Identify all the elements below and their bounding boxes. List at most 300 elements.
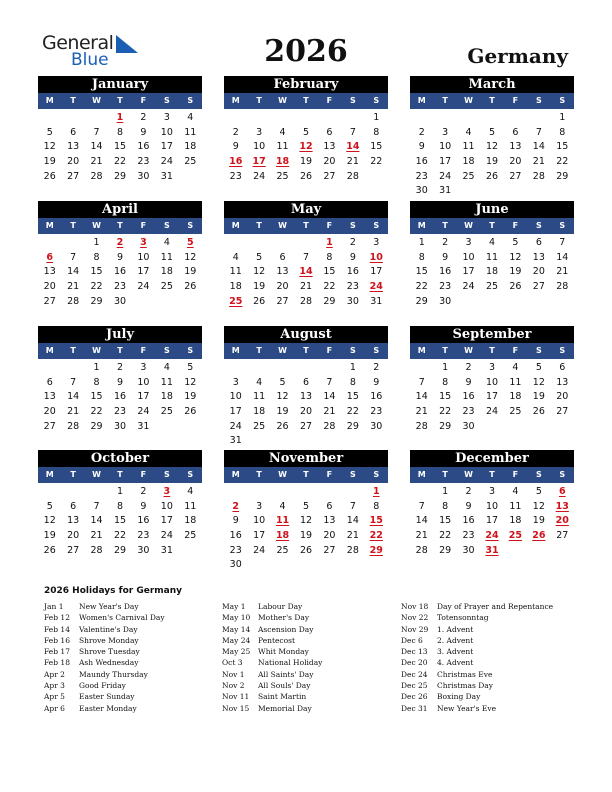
day-cell: 27 <box>67 544 80 556</box>
day-cell: 28 <box>90 544 103 556</box>
holiday-name: Pentecost <box>258 635 296 645</box>
weekday-label: S <box>373 96 380 105</box>
day-cell: 26 <box>485 170 499 182</box>
day-cell: 7 <box>349 500 356 512</box>
weekday-label: M <box>45 470 54 479</box>
holiday-day: 31 <box>485 544 499 556</box>
day-cell: 27 <box>43 295 56 307</box>
day-cell: 11 <box>485 251 499 263</box>
day-cell: 11 <box>509 376 522 388</box>
day-cell: 7 <box>349 126 356 138</box>
holiday-row <box>401 646 553 657</box>
day-cell: 19 <box>184 266 197 278</box>
day-cell: 23 <box>415 170 428 182</box>
day-cell: 28 <box>556 281 569 293</box>
day-cell: 8 <box>326 251 333 263</box>
day-cell: 6 <box>535 237 542 248</box>
holiday-row <box>401 612 553 623</box>
day-cell: 31 <box>229 435 242 447</box>
weekday-label: S <box>535 96 542 105</box>
day-cell: 17 <box>137 266 150 278</box>
weekday-label: M <box>417 470 426 479</box>
holiday-row <box>222 669 322 680</box>
day-cell: 1 <box>559 112 566 123</box>
weekday-label: T <box>70 221 76 230</box>
day-cell: 31 <box>137 420 150 432</box>
month-name: April <box>38 201 202 218</box>
day-cell: 2 <box>465 362 472 373</box>
empty-day <box>318 485 341 500</box>
holiday-date: Nov 18 <box>401 602 429 611</box>
weekday-label: S <box>373 346 380 355</box>
day-cell: 28 <box>415 544 428 556</box>
day-cell: 20 <box>43 406 56 418</box>
empty-day <box>247 236 270 251</box>
day-cell: 29 <box>439 420 452 432</box>
weekday-label: S <box>535 221 542 230</box>
day-cell: 26 <box>532 406 545 418</box>
empty-day <box>224 236 247 251</box>
day-cell: 7 <box>535 126 542 138</box>
weekday-label: T <box>303 221 309 230</box>
day-grid <box>224 359 388 449</box>
weekday-label: S <box>373 470 380 479</box>
day-cell: 10 <box>439 141 452 153</box>
weekday-header <box>224 343 388 359</box>
day-cell: 15 <box>113 515 127 527</box>
weekday-label: T <box>489 346 495 355</box>
day-cell: 5 <box>46 500 53 512</box>
holidays-title: 2026 Holidays for Germany <box>44 586 182 596</box>
holiday-day: 10 <box>369 251 383 263</box>
day-cell: 3 <box>256 500 263 512</box>
day-cell: 2 <box>349 237 356 248</box>
day-cell: 23 <box>439 281 452 293</box>
day-cell: 25 <box>253 420 266 432</box>
day-cell: 24 <box>253 544 266 556</box>
holiday-date: Feb 16 <box>44 635 70 645</box>
day-cell: 17 <box>370 266 383 278</box>
day-cell: 25 <box>160 406 173 418</box>
holiday-name: 2. Advent <box>437 635 474 645</box>
day-cell: 30 <box>346 295 359 307</box>
day-cell: 24 <box>462 281 475 293</box>
day-cell: 13 <box>323 141 336 153</box>
day-cell: 6 <box>326 500 333 512</box>
holiday-name: Christmas Day <box>437 681 493 691</box>
holiday-day: 18 <box>275 530 290 542</box>
day-cell: 11 <box>160 376 173 388</box>
holiday-name: Ash Wednesday <box>79 658 139 668</box>
day-cell: 5 <box>256 251 263 263</box>
day-cell: 5 <box>279 376 286 388</box>
day-cell: 18 <box>160 391 173 403</box>
day-cell: 6 <box>279 251 286 263</box>
day-cell: 5 <box>512 237 519 248</box>
day-cell: 6 <box>559 362 566 373</box>
day-cell: 4 <box>488 237 496 248</box>
holiday-name: Labour Day <box>258 602 303 611</box>
day-cell: 30 <box>370 420 383 432</box>
holiday-day: 1 <box>116 112 124 123</box>
day-cell: 18 <box>462 156 475 168</box>
day-cell: 7 <box>302 251 310 263</box>
weekday-header <box>410 93 574 109</box>
month-august <box>224 326 388 449</box>
day-cell: 24 <box>160 530 173 542</box>
day-cell: 23 <box>137 530 150 542</box>
day-cell: 20 <box>509 156 522 168</box>
holiday-date: Apr 5 <box>44 692 65 702</box>
day-cell: 21 <box>415 530 428 542</box>
day-cell: 19 <box>184 391 197 403</box>
day-cell: 2 <box>418 126 425 138</box>
day-cell: 26 <box>299 170 313 182</box>
holiday-date: Dec 25 <box>401 681 428 691</box>
weekday-label: T <box>303 470 309 479</box>
day-cell: 8 <box>418 251 425 263</box>
holiday-name: National Holiday <box>258 658 323 668</box>
holiday-date: May 10 <box>222 613 251 623</box>
weekday-label: M <box>417 221 426 230</box>
day-cell: 23 <box>462 406 475 418</box>
holiday-name: All Souls' Day <box>258 681 311 691</box>
holiday-name: Christmas Eve <box>437 669 493 679</box>
holiday-date: Dec 6 <box>401 635 423 645</box>
empty-day <box>271 111 294 126</box>
empty-day <box>410 485 433 500</box>
day-grid <box>38 359 202 434</box>
empty-day <box>480 111 503 126</box>
holiday-name: Day of Prayer and Repentance <box>437 602 554 611</box>
weekday-header <box>224 467 388 483</box>
day-cell: 22 <box>346 406 359 418</box>
month-name: November <box>224 450 388 467</box>
holiday-row <box>401 635 553 646</box>
day-cell: 25 <box>462 170 475 182</box>
holiday-name: 1. Advent <box>437 624 474 634</box>
holiday-name: Ascension Day <box>258 624 314 634</box>
empty-day <box>271 361 294 376</box>
day-cell: 2 <box>232 126 239 138</box>
weekday-label: F <box>140 470 147 479</box>
holiday-row <box>401 624 553 635</box>
empty-day <box>433 111 456 126</box>
holiday-day: 24 <box>369 281 383 293</box>
day-grid <box>38 483 202 558</box>
holiday-day: 1 <box>372 486 380 497</box>
day-cell: 19 <box>43 530 56 542</box>
month-name: January <box>38 76 202 93</box>
holiday-date: Dec 20 <box>401 658 428 668</box>
day-cell: 21 <box>67 406 80 418</box>
day-cell: 20 <box>532 266 545 278</box>
day-cell: 11 <box>276 141 289 153</box>
day-cell: 12 <box>184 376 197 388</box>
weekday-header <box>38 467 202 483</box>
day-cell: 28 <box>67 295 80 307</box>
day-cell: 5 <box>187 362 194 373</box>
holiday-name: Totensonntag <box>437 613 489 623</box>
weekday-label: M <box>231 221 240 230</box>
day-cell: 16 <box>113 266 127 278</box>
empty-day <box>61 236 84 251</box>
day-cell: 30 <box>113 295 127 307</box>
day-cell: 16 <box>415 156 428 168</box>
day-cell: 17 <box>485 391 499 403</box>
day-cell: 8 <box>442 500 449 512</box>
holiday-name: 3. Advent <box>437 647 474 657</box>
weekday-header <box>224 93 388 109</box>
empty-day <box>61 111 84 126</box>
month-june <box>410 201 574 309</box>
day-cell: 8 <box>93 251 100 263</box>
day-cell: 22 <box>90 406 103 418</box>
day-cell: 12 <box>43 141 56 153</box>
day-cell: 2 <box>465 486 472 497</box>
day-cell: 6 <box>512 126 519 138</box>
day-cell: 25 <box>184 530 197 542</box>
day-cell: 29 <box>439 544 452 556</box>
weekday-label: F <box>512 346 519 355</box>
day-cell: 2 <box>373 362 380 373</box>
weekday-label: T <box>442 470 448 479</box>
month-may <box>224 201 388 309</box>
holiday-row <box>401 680 553 691</box>
month-name: September <box>410 326 574 343</box>
day-cell: 9 <box>116 376 124 388</box>
day-cell: 8 <box>559 126 566 138</box>
day-grid <box>224 483 388 573</box>
weekday-label: W <box>278 96 287 105</box>
day-cell: 28 <box>346 170 359 182</box>
day-cell: 3 <box>232 376 239 388</box>
day-cell: 20 <box>43 281 56 293</box>
empty-day <box>294 361 317 376</box>
empty-day <box>457 111 480 126</box>
day-cell: 30 <box>113 420 127 432</box>
day-cell: 28 <box>90 170 103 182</box>
day-cell: 14 <box>532 141 545 153</box>
day-cell: 22 <box>370 156 383 168</box>
weekday-label: T <box>256 221 262 230</box>
day-cell: 20 <box>276 281 289 293</box>
month-name: October <box>38 450 202 467</box>
day-cell: 4 <box>465 126 472 138</box>
day-cell: 4 <box>279 500 286 512</box>
day-cell: 22 <box>556 156 569 168</box>
weekday-label: S <box>187 470 194 479</box>
day-cell: 25 <box>276 170 289 182</box>
day-cell: 17 <box>160 141 173 153</box>
day-cell: 14 <box>556 251 569 263</box>
day-cell: 3 <box>140 362 147 373</box>
holiday-day: 11 <box>275 515 290 527</box>
day-cell: 14 <box>415 515 428 527</box>
day-cell: 27 <box>556 530 569 542</box>
day-cell: 5 <box>302 500 310 512</box>
holiday-date: Apr 6 <box>44 703 65 713</box>
weekday-label: T <box>442 346 448 355</box>
day-cell: 7 <box>559 237 566 248</box>
weekday-label: T <box>303 346 309 355</box>
weekday-label: S <box>349 221 356 230</box>
day-cell: 27 <box>323 170 336 182</box>
weekday-label: W <box>92 346 101 355</box>
day-cell: 7 <box>93 126 100 138</box>
day-cell: 19 <box>43 156 56 168</box>
holiday-name: Women's Carnival Day <box>79 613 165 623</box>
day-cell: 1 <box>418 237 425 248</box>
holiday-date: May 25 <box>222 647 251 657</box>
day-cell: 2 <box>140 486 147 497</box>
weekday-label: S <box>349 346 356 355</box>
weekday-label: T <box>70 346 76 355</box>
day-cell: 15 <box>346 391 359 403</box>
day-cell: 3 <box>373 237 380 248</box>
day-cell: 18 <box>253 406 266 418</box>
weekday-label: T <box>303 96 309 105</box>
day-cell: 9 <box>349 251 356 263</box>
day-cell: 14 <box>67 391 80 403</box>
day-cell: 16 <box>370 391 383 403</box>
day-cell: 19 <box>299 156 313 168</box>
holiday-row <box>44 669 165 680</box>
day-cell: 18 <box>184 515 197 527</box>
day-cell: 9 <box>465 376 472 388</box>
day-cell: 25 <box>276 544 289 556</box>
day-cell: 1 <box>93 237 100 248</box>
day-cell: 17 <box>160 515 173 527</box>
holiday-date: Feb 17 <box>44 647 70 657</box>
holiday-date: Feb 18 <box>44 658 70 668</box>
day-cell: 24 <box>137 406 150 418</box>
holiday-date: Feb 12 <box>44 613 70 623</box>
empty-day <box>271 485 294 500</box>
day-cell: 25 <box>509 406 522 418</box>
holiday-date: Apr 2 <box>44 669 65 679</box>
day-cell: 25 <box>184 156 197 168</box>
day-cell: 24 <box>439 170 452 182</box>
day-cell: 12 <box>532 376 545 388</box>
holiday-day: 2 <box>232 500 240 512</box>
day-grid <box>38 234 202 309</box>
day-cell: 9 <box>232 141 239 153</box>
holiday-name: Mother's Day <box>258 613 310 623</box>
day-cell: 7 <box>70 251 77 263</box>
holiday-day: 5 <box>186 237 194 248</box>
holiday-row <box>222 657 322 668</box>
day-cell: 4 <box>187 486 194 497</box>
day-grid <box>38 109 202 184</box>
day-cell: 18 <box>509 391 522 403</box>
day-cell: 8 <box>349 376 356 388</box>
empty-day <box>527 111 550 126</box>
weekday-label: F <box>512 221 519 230</box>
day-cell: 14 <box>90 141 103 153</box>
holiday-day: 14 <box>299 266 313 278</box>
day-cell: 1 <box>442 362 449 373</box>
day-cell: 23 <box>137 156 150 168</box>
day-cell: 21 <box>323 406 336 418</box>
empty-day <box>38 485 61 500</box>
weekday-label: F <box>512 96 519 105</box>
day-cell: 22 <box>323 281 336 293</box>
day-cell: 26 <box>509 281 522 293</box>
weekday-label: W <box>278 221 287 230</box>
holiday-row <box>222 691 322 702</box>
day-cell: 29 <box>415 295 428 307</box>
day-cell: 1 <box>442 486 449 497</box>
holiday-name: All Saints' Day <box>258 669 314 679</box>
day-cell: 26 <box>184 406 197 418</box>
weekday-label: F <box>326 96 333 105</box>
day-cell: 11 <box>160 251 173 263</box>
day-cell: 12 <box>485 141 499 153</box>
day-cell: 15 <box>370 141 383 153</box>
day-cell: 30 <box>137 170 150 182</box>
holiday-name: Boxing Day <box>437 692 481 702</box>
month-january <box>38 76 202 184</box>
day-cell: 9 <box>418 141 425 153</box>
day-cell: 9 <box>373 376 380 388</box>
day-cell: 25 <box>160 281 173 293</box>
day-cell: 5 <box>46 126 53 138</box>
day-cell: 20 <box>67 156 80 168</box>
day-cell: 30 <box>137 544 150 556</box>
holiday-date: Dec 31 <box>401 703 428 713</box>
weekday-label: T <box>489 221 495 230</box>
weekday-label: S <box>349 96 356 105</box>
holiday-column <box>44 601 165 714</box>
day-cell: 11 <box>184 126 197 138</box>
day-cell: 27 <box>509 170 522 182</box>
day-cell: 14 <box>415 391 428 403</box>
month-december <box>410 450 574 558</box>
day-cell: 16 <box>462 391 475 403</box>
day-cell: 10 <box>137 376 150 388</box>
day-cell: 10 <box>137 251 150 263</box>
day-grid <box>224 234 388 309</box>
day-cell: 16 <box>137 141 150 153</box>
holiday-date: Nov 2 <box>222 681 245 691</box>
day-cell: 23 <box>370 406 383 418</box>
day-cell: 17 <box>439 156 452 168</box>
day-cell: 4 <box>232 251 239 263</box>
weekday-label: T <box>117 470 123 479</box>
holiday-day: 16 <box>229 156 243 168</box>
day-cell: 19 <box>276 406 289 418</box>
holiday-date: Dec 26 <box>401 692 428 702</box>
day-cell: 21 <box>346 156 359 168</box>
weekday-label: T <box>442 221 448 230</box>
weekday-label: S <box>535 470 542 479</box>
day-cell: 10 <box>485 500 499 512</box>
holiday-row <box>222 635 322 646</box>
weekday-label: W <box>92 470 101 479</box>
day-cell: 4 <box>512 486 519 497</box>
day-cell: 5 <box>488 126 496 138</box>
month-name: February <box>224 76 388 93</box>
month-july <box>38 326 202 434</box>
day-cell: 16 <box>113 391 127 403</box>
day-cell: 15 <box>90 391 103 403</box>
day-cell: 30 <box>462 544 475 556</box>
day-cell: 25 <box>485 281 499 293</box>
day-cell: 22 <box>439 406 452 418</box>
weekday-label: S <box>559 346 566 355</box>
day-cell: 13 <box>67 515 80 527</box>
